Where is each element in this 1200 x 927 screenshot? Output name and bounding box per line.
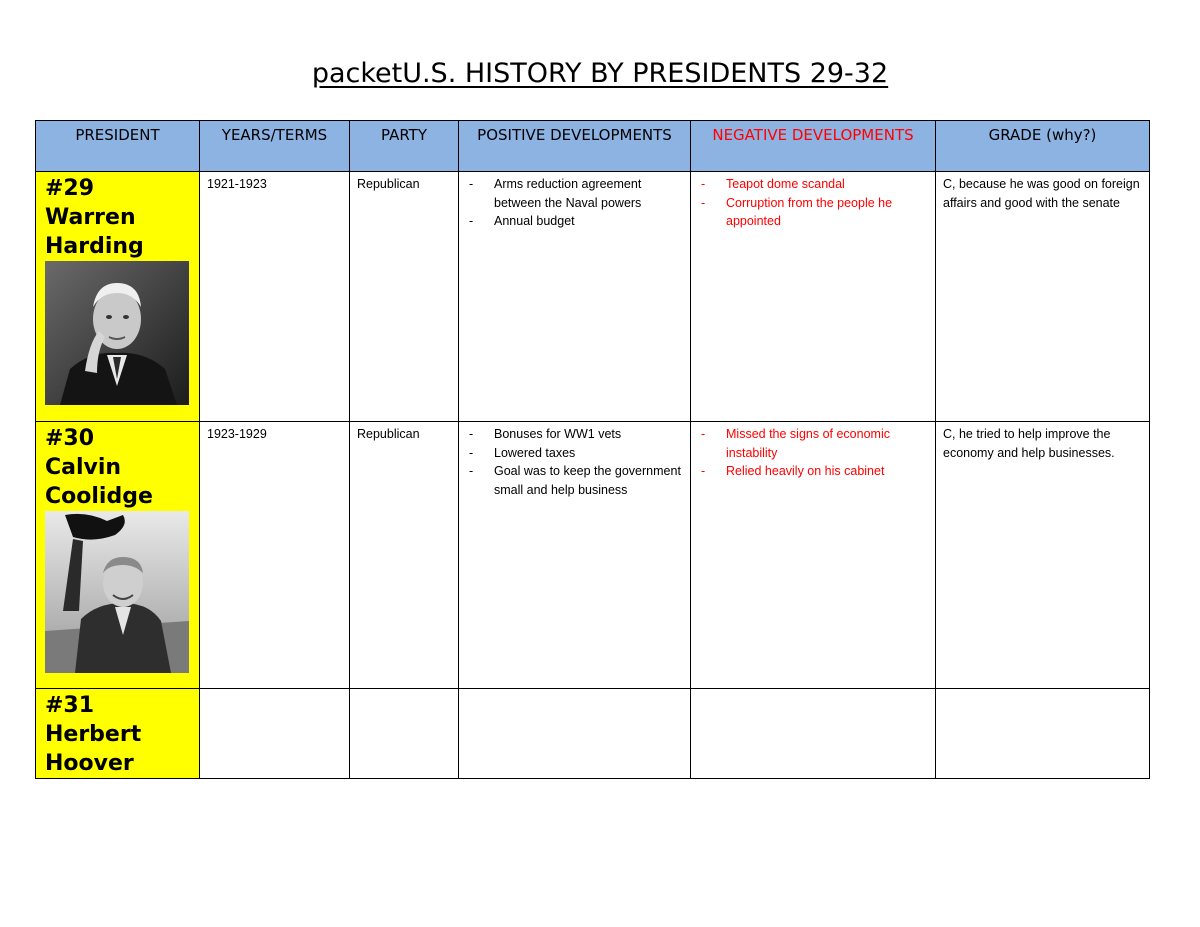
list-item: - Missed the signs of economic instability [726,425,928,462]
president-name-first: Calvin [45,455,122,480]
negative-cell [691,689,936,779]
list-item: - Annual budget [494,212,683,231]
positive-list [466,175,683,231]
president-number: #30 [45,426,95,451]
years-cell: 1921-1923 [200,172,350,422]
positive-cell [459,422,691,689]
portrait-photo [45,511,189,673]
president-name-last: Harding [45,234,144,259]
negative-list [698,425,928,481]
president-name-first: Herbert [45,722,142,747]
negative-list [698,175,928,231]
header-row [36,121,1150,172]
list-item: - Goal was to keep the government small and help business [494,462,683,499]
positive-cell [459,689,691,779]
list-item: - Bonuses for WW1 vets [494,425,683,444]
header-grade: GRADE (why?) [936,121,1150,172]
list-item: - Relied heavily on his cabinet [726,462,928,481]
header-president: PRESIDENT [36,121,200,172]
party-cell [350,689,459,779]
table-row [36,172,1150,422]
header-positive: POSITIVE DEVELOPMENTS [459,121,691,172]
years-cell: 1923-1929 [200,422,350,689]
list-item: - Lowered taxes [494,444,683,463]
party-cell: Republican [350,422,459,689]
positive-cell [459,172,691,422]
years-cell [200,689,350,779]
negative-cell [691,422,936,689]
grade-cell: C, he tried to help improve the economy and help businesses. [936,422,1150,689]
president-name-last: Hoover [45,751,134,776]
president-name-first: Warren [45,205,136,230]
president-number: #31 [45,693,95,718]
header-negative: NEGATIVE DEVELOPMENTS [691,121,936,172]
president-name-last: Coolidge [45,484,153,509]
president-cell [36,172,200,422]
page-title: packetU.S. HISTORY BY PRESIDENTS 29-32 [311,58,889,89]
president-cell [36,689,200,779]
party-cell: Republican [350,172,459,422]
positive-list [466,425,683,499]
negative-cell [691,172,936,422]
list-item: - Arms reduction agreement between the Naval powers [494,175,683,212]
table-row [36,422,1150,689]
grade-cell [936,689,1150,779]
portrait-photo [45,261,189,405]
list-item: - Teapot dome scandal [726,175,928,194]
grade-cell: C, because he was good on foreign affairs and good with the senate [936,172,1150,422]
president-number: #29 [45,176,95,201]
header-years: YEARS/TERMS [200,121,350,172]
list-item: - Corruption from the people he appointed [726,194,928,231]
president-cell [36,422,200,689]
header-party: PARTY [350,121,459,172]
table-row [36,689,1150,779]
presidents-table [35,120,1150,779]
